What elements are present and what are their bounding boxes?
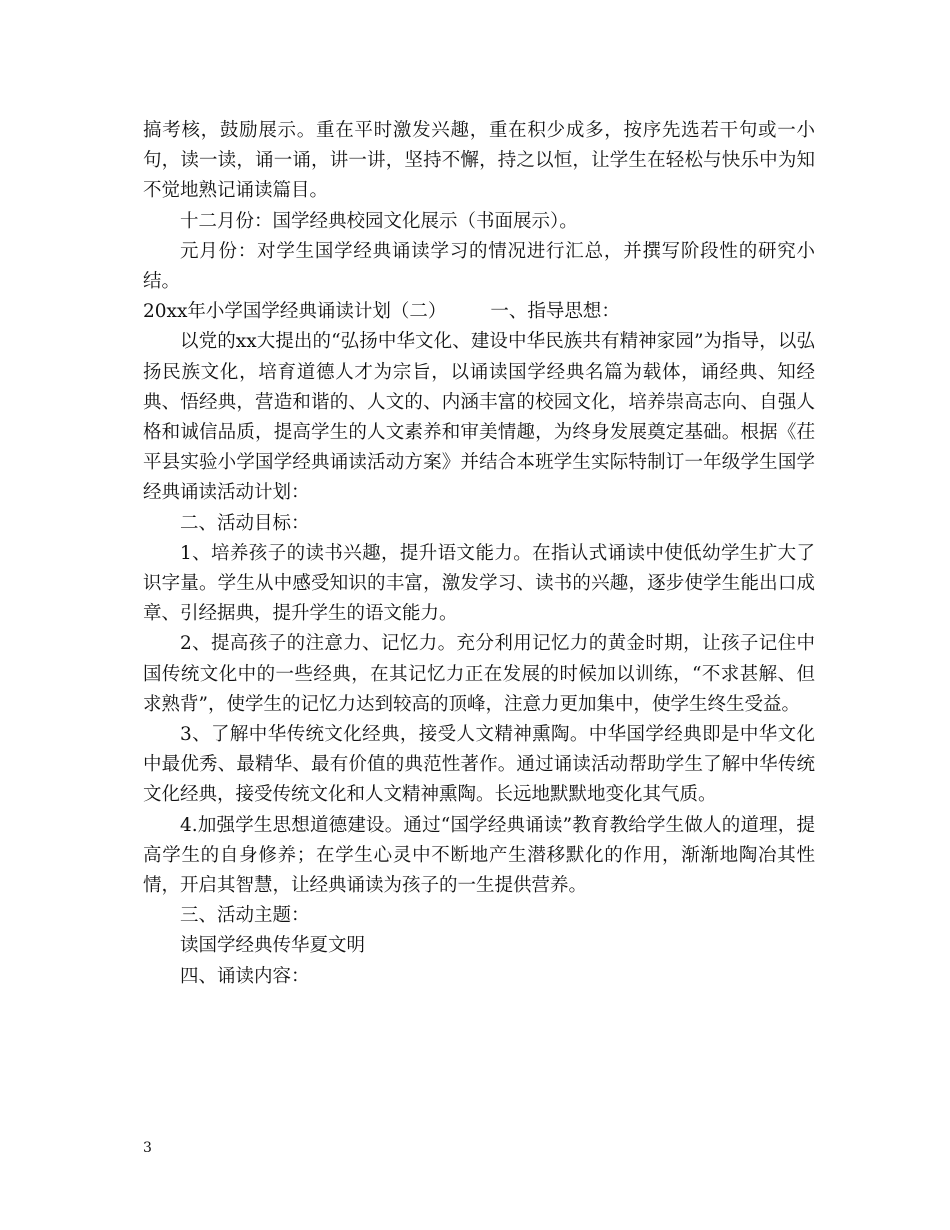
section-three-heading: 三、活动主题： [180,905,310,927]
paragraph-continuation: 搞考核，鼓励展示。重在平时激发兴趣，重在积少成多，按序先选若干句或一小句，读一读，诵一诵，讲一讲，坚持不懈，持之以恒，让学生在轻松与快乐中为知不觉地熟记诵读篇目。 [143,120,815,202]
plan-title: 20xx年小学国学经典诵读计划（二） [143,301,447,323]
document-body [143,116,815,992]
goal-item-3: 3、了解中华传统文化经典，接受人文精神熏陶。中华国学经典即是中华文化中最优秀、最精华、最有价值的典范性著作。通过诵读活动帮助学生了解中华传统文化经典，接受传统文化和人文精神熏陶。长远地默默地变化其气质。 [143,724,815,806]
page-number: 3 [143,1140,152,1156]
goal-item-4: 4.加强学生思想道德建设。通过“国学经典诵读”教育教给学生做人的道理，提高学生的自身修养；在学生心灵中不断地产生潜移默化的作用，渐渐地陶冶其性情，开启其智慧，让经典诵读为孩子的一生提供营养。 [143,814,815,897]
section-two-heading: 二、活动目标： [180,512,310,534]
goal-item-2: 2、提高孩子的注意力、记忆力。充分利用记忆力的黄金时期，让孩子记住中国传统文化中的一些经典，在其记忆力正在发展的时候加以训练，“不求甚解、但求熟背”，使学生的记忆力达到较高的顶峰，注意力更加集中，使学生终生受益。 [143,633,815,715]
section-four-heading: 四、诵读内容： [180,965,310,987]
paragraph-december: 十二月份：国学经典校园文化展示（书面展示）。 [180,210,578,232]
activity-theme: 读国学经典传华夏文明 [180,935,366,957]
plan-title-line [143,297,815,327]
paragraph-guiding-thought: 以党的xx大提出的“弘扬中华文化、建设中华民族共有精神家园”为指导，以弘扬民族文化，培育道德人才为宗旨，以诵读国学经典名篇为载体，诵经典、知经典、悟经典，营造和谐的、人文的、内涵丰富的校园文化，培养崇高志向、自强人格和诚信品质，提高学生的人文素养和审美情趣，为终身发展奠定基础。根据《茌平县实验小学国学经典诵读活动方案》并结合本班学生实际特制订一年级学生国学经典诵读活动计划： [143,331,815,504]
section-one-heading: 一、指导思想： [490,301,620,323]
paragraph-january: 元月份：对学生国学经典诵读学习的情况进行汇总，并撰写阶段性的研究小结。 [143,240,815,293]
goal-item-1: 1、培养孩子的读书兴趣，提升语文能力。在指认式诵读中使低幼学生扩大了识字量。学生从中感受知识的丰富，激发学习、读书的兴趣，逐步使学生能出口成章、引经据典，提升学生的语文能力。 [143,542,815,625]
